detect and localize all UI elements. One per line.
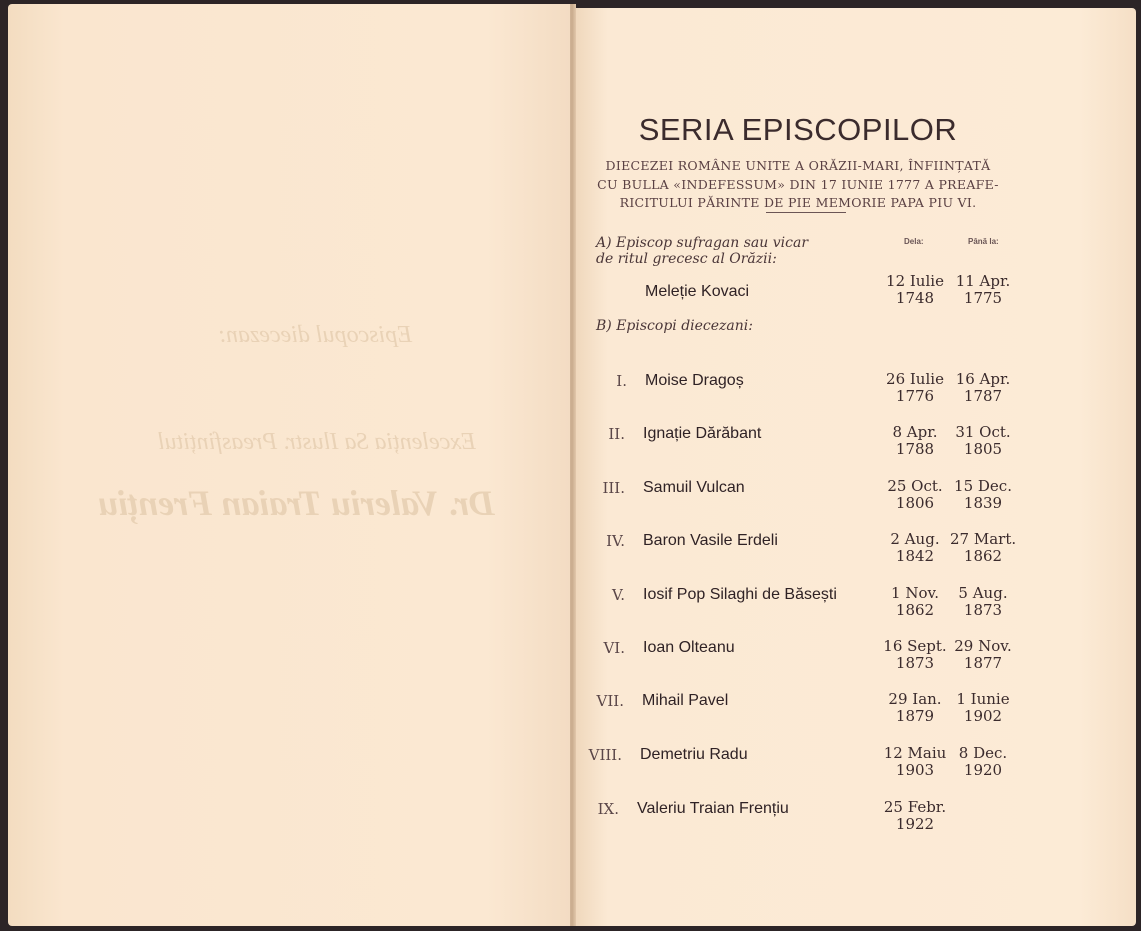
date-from: 25 Febr. 1922 — [883, 798, 947, 833]
bleed-through-line: Dr. Valeriu Traian Frențiu — [98, 483, 495, 523]
bishop-number: IV. — [606, 532, 625, 550]
bishop-name: Samuil Vulcan — [643, 479, 745, 496]
vicar-name: Meleție Kovaci — [645, 283, 750, 300]
bleed-through-line: Excelenția Sa Ilustr. Preasfințitul — [158, 429, 476, 455]
bishop-name: Ignație Dărăbant — [643, 425, 762, 442]
date-to: 1 Iunie 1902 — [956, 690, 1010, 725]
bishop-name: Valeriu Traian Frențiu — [637, 800, 789, 817]
bishop-name: Baron Vasile Erdeli — [643, 532, 778, 549]
date-to: 29 Nov. 1877 — [954, 637, 1012, 672]
date-from: 26 Iulie 1776 — [886, 370, 944, 405]
bishop-number: VIII. — [588, 746, 622, 764]
section-b-heading: B) Episcopi diecezani: — [596, 318, 753, 334]
subtitle-line: DIECEZEI ROMÂNE UNITE A ORĂZII-MARI, ÎNFIINȚATĂ — [605, 158, 991, 173]
bishop-number: II. — [608, 425, 625, 443]
bishop-number: VI. — [603, 639, 625, 657]
divider — [766, 212, 846, 213]
date-to: 5 Aug. 1873 — [958, 584, 1008, 619]
date-to: 27 Mart. 1862 — [950, 530, 1017, 565]
date-to: 15 Dec. 1839 — [954, 477, 1012, 512]
date-from: 25 Oct. 1806 — [887, 477, 943, 512]
section-a-heading: A) Episcop sufragan sau vicar — [596, 235, 809, 251]
bishop-number: I. — [616, 372, 627, 390]
date-from: 1 Nov. 1862 — [891, 584, 939, 619]
bleed-through-line: Episcopul diecezan: — [218, 322, 412, 348]
bishop-number: IX. — [597, 800, 619, 818]
bishop-name: Demetriu Radu — [640, 746, 748, 763]
column-header-from: Dela: — [904, 237, 924, 246]
date-from: 2 Aug. 1842 — [890, 530, 940, 565]
subtitle-line: RICITULUI PĂRINTE DE PIE MEMORIE PAPA PIU VI. — [619, 195, 977, 210]
date-to: 31 Oct. 1805 — [955, 423, 1011, 458]
date-to: 16 Apr. 1787 — [955, 370, 1011, 405]
bishop-number: VII. — [596, 692, 624, 710]
date-to: 8 Dec. 1920 — [958, 744, 1008, 779]
bishop-name: Iosif Pop Silaghi de Băsești — [643, 586, 837, 603]
date-to: 11 Apr. 1775 — [955, 272, 1011, 307]
bishop-name: Moise Dragoș — [645, 372, 744, 389]
bishop-number: III. — [602, 479, 625, 497]
section-a-heading: de ritul grecesc al Orăzii: — [596, 251, 777, 267]
date-from: 12 Maiu 1903 — [883, 744, 947, 779]
left-page — [8, 4, 570, 926]
bishop-name: Ioan Olteanu — [643, 639, 735, 656]
page-title: SERIA EPISCOPILOR — [638, 112, 958, 147]
date-from: 16 Sept. 1873 — [883, 637, 947, 672]
column-header-to: Până la: — [968, 237, 999, 246]
date-from: 29 Ian. 1879 — [888, 690, 942, 725]
bishop-number: V. — [612, 586, 625, 604]
date-from: 12 Iulie 1748 — [886, 272, 944, 307]
bishop-name: Mihail Pavel — [642, 692, 729, 709]
subtitle-line: CU BULLA «INDEFESSUM» DIN 17 IUNIE 1777 A PREAFE- — [597, 177, 999, 192]
date-from: 8 Apr. 1788 — [892, 423, 938, 458]
